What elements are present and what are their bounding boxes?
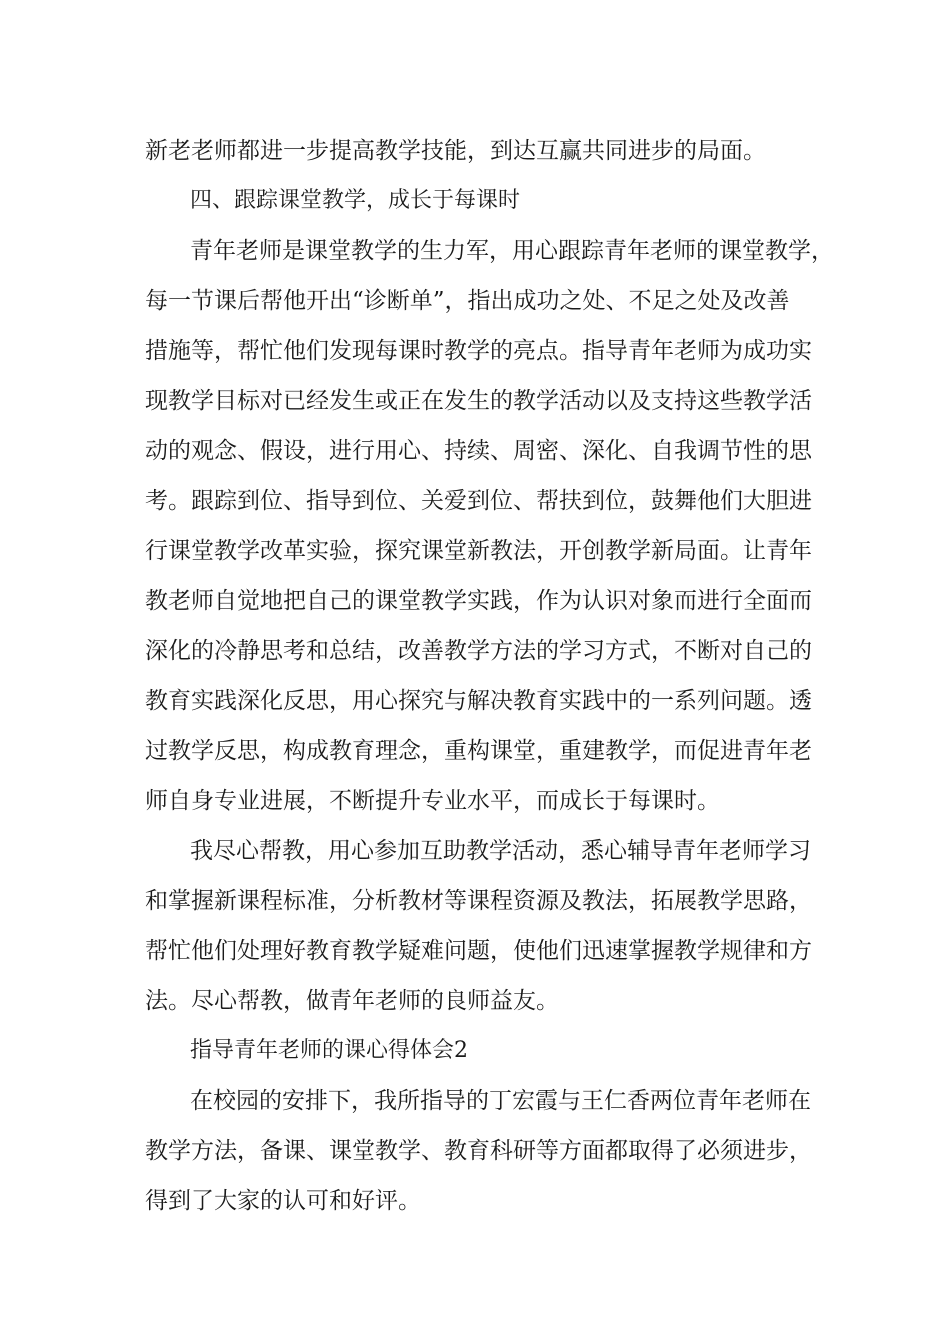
paragraph-line: 现教学目标对已经发生或正在发生的教学活动以及支持这些教学活	[145, 388, 812, 414]
paragraph-line: 帮忙他们处理好教育教学疑难问题，使他们迅速掌握教学规律和方	[145, 938, 812, 964]
paragraph-line: 措施等，帮忙他们发现每课时教学的亮点。指导青年老师为成功实	[145, 338, 812, 364]
paragraph-line: 教育实践深化反思，用心探究与解决教育实践中的一系列问题。透	[145, 688, 812, 714]
paragraph-line: 得到了大家的认可和好评。	[145, 1188, 421, 1214]
paragraph-line: 我尽心帮教，用心参加互助教学活动，悉心辅导青年老师学习	[190, 838, 811, 864]
article-title: 指导青年老师的课心得体会2	[190, 1038, 468, 1063]
paragraph-line: 在校园的安排下，我所指导的丁宏霞与王仁香两位青年老师在	[190, 1088, 811, 1114]
paragraph-line: 法。尽心帮教，做青年老师的良师益友。	[145, 988, 559, 1014]
paragraph-line: 动的观念、假设，进行用心、持续、周密、深化、自我调节性的思	[145, 438, 812, 464]
paragraph-line: 教老师自觉地把自己的课堂教学实践，作为认识对象而进行全面而	[145, 588, 812, 614]
paragraph-line: 教学方法，备课、课堂教学、教育科研等方面都取得了必须进步，	[145, 1138, 812, 1164]
paragraph-line: 行课堂教学改革实验，探究课堂新教法，开创教学新局面。让青年	[145, 538, 812, 564]
paragraph-line: 深化的冷静思考和总结，改善教学方法的学习方式，不断对自己的	[145, 638, 812, 664]
paragraph-line: 每一节课后帮他开出“诊断单”，指出成功之处、不足之处及改善	[145, 288, 790, 314]
paragraph-line: 师自身专业进展，不断提升专业水平，而成长于每课时。	[145, 788, 720, 814]
section-heading: 四、跟踪课堂教学，成长于每课时	[190, 188, 521, 213]
paragraph-line: 和掌握新课程标准，分析教材等课程资源及教法，拓展教学思路，	[145, 888, 812, 914]
paragraph-line: 新老老师都进一步提高教学技能，到达互赢共同进步的局面。	[145, 138, 766, 164]
paragraph-line: 过教学反思，构成教育理念，重构课堂，重建教学，而促进青年老	[145, 738, 812, 764]
paragraph-line: 青年老师是课堂教学的生力军，用心跟踪青年老师的课堂教学，	[190, 238, 834, 264]
paragraph-line: 考。跟踪到位、指导到位、关爱到位、帮扶到位，鼓舞他们大胆进	[145, 488, 812, 514]
